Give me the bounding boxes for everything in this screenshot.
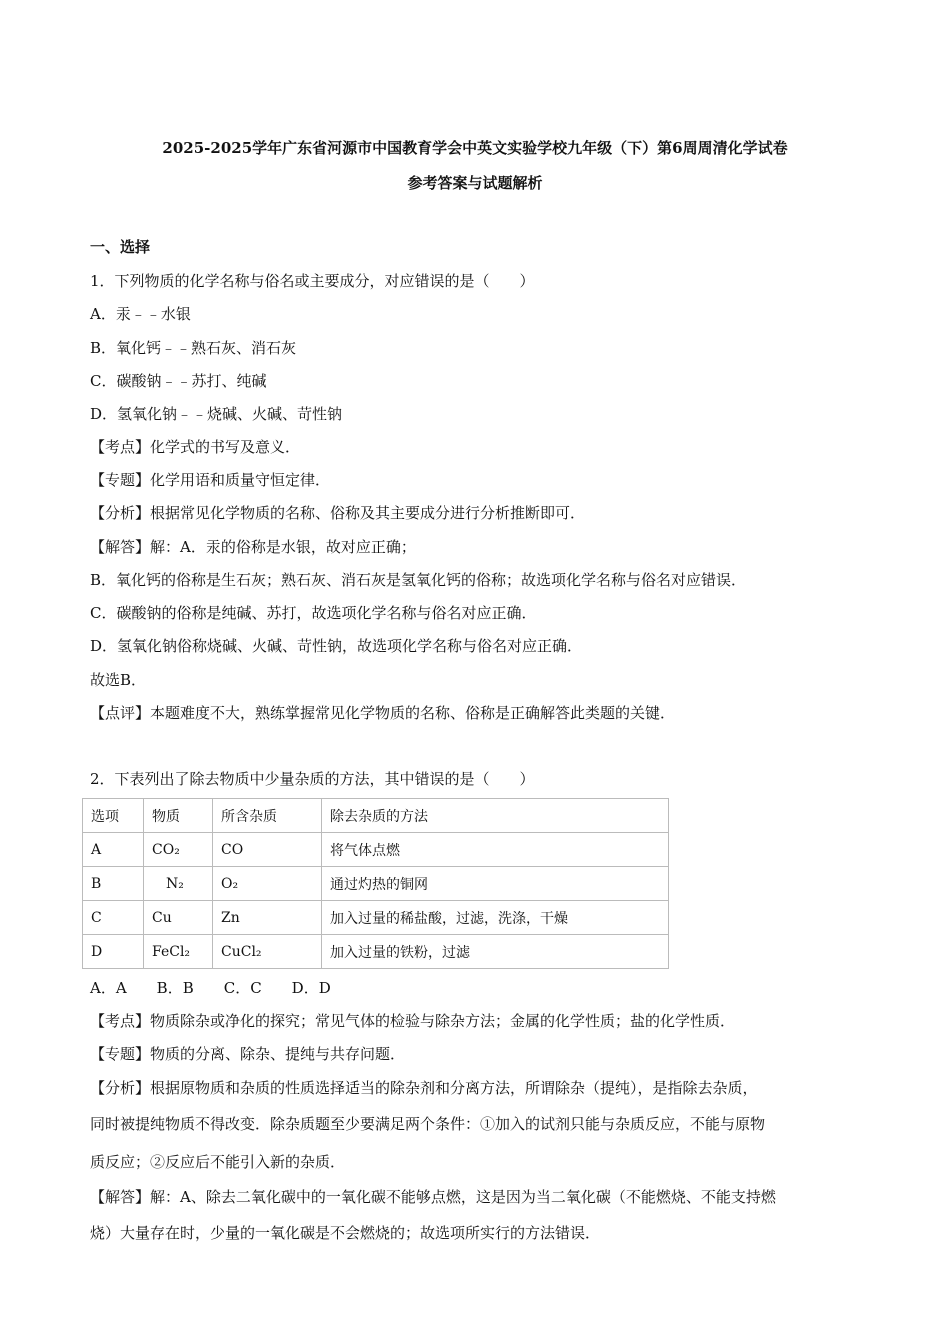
table-cell: Zn (213, 901, 322, 935)
q1-option-c: C．碳酸钠﹣﹣苏打、纯碱 (90, 372, 267, 390)
q1-jieda-2: C．碳酸钠的俗称是纯碱、苏打，故选项化学名称与俗名对应正确． (90, 604, 537, 622)
table-cell: A (83, 833, 144, 867)
q1-jieda-1: B．氧化钙的俗称是生石灰；熟石灰、消石灰是氢氧化钙的俗称；故选项化学名称与俗名对应错误． (90, 571, 747, 589)
q1-kaodian: 【考点】化学式的书写及意义． (90, 438, 301, 456)
table-cell: 加入过量的铁粉，过滤 (322, 935, 669, 969)
section-heading: 一、选择 (90, 238, 151, 256)
q1-answer: 故选B． (90, 671, 147, 689)
q1-jieda-3: D．氢氧化钠俗称烧碱、火碱、苛性钠，故选项化学名称与俗名对应正确． (90, 637, 583, 655)
q2-choices: A．A B．B C．C D．D (90, 979, 331, 997)
table-header: 所含杂质 (213, 799, 322, 833)
table-row (83, 867, 669, 901)
table-cell: C (83, 901, 144, 935)
q1-option-d: D．氢氧化钠﹣﹣烧碱、火碱、苛性钠 (90, 405, 343, 423)
table-row (83, 935, 669, 969)
page-subtitle: 参考答案与试题解析 (407, 174, 543, 192)
table-header: 选项 (83, 799, 144, 833)
table-cell: O₂ (213, 867, 322, 901)
table-cell: Cu (144, 901, 213, 935)
q2-kaodian: 【考点】物质除杂或净化的探究；常见气体的检验与除杂方法；金属的化学性质；盐的化学性质． (90, 1012, 736, 1030)
q2-fenxi-1: 同时被提纯物质不得改变．除杂质题至少要满足两个条件：①加入的试剂只能与杂质反应，不能与原物 (90, 1115, 766, 1133)
q2-jieda-1: 烧）大量存在时，少量的一氧化碳是不会燃烧的；故选项所实行的方法错误． (90, 1224, 601, 1242)
q1-option-b: B．氧化钙﹣﹣熟石灰、消石灰 (90, 339, 297, 357)
table-row (83, 833, 669, 867)
q2-stem: 2．下表列出了除去物质中少量杂质的方法，其中错误的是（ ） (90, 770, 535, 788)
q1-stem: 1．下列物质的化学名称与俗名或主要成分，对应错误的是（ ） (90, 272, 535, 290)
table-cell: CuCl₂ (213, 935, 322, 969)
table-cell: 将气体点燃 (322, 833, 669, 867)
q2-jieda-0: 【解答】解：A、除去二氧化碳中的一氧化碳不能够点燃，这是因为当二氧化碳（不能燃烧、不能支持燃 (90, 1188, 776, 1206)
table-cell: CO₂ (144, 833, 213, 867)
table-cell: N₂ (144, 867, 213, 901)
table-cell: B (83, 867, 144, 901)
q1-dianping: 【点评】本题难度不大，熟练掌握常见化学物质的名称、俗称是正确解答此类题的关键． (90, 704, 676, 722)
table-cell: FeCl₂ (144, 935, 213, 969)
impurity-table (82, 798, 669, 969)
table-cell: 加入过量的稀盐酸，过滤，洗涤，干燥 (322, 901, 669, 935)
q1-option-a: A．汞﹣﹣水银 (90, 305, 191, 323)
table-header: 物质 (144, 799, 213, 833)
q1-fenxi: 【分析】根据常见化学物质的名称、俗称及其主要成分进行分析推断即可． (90, 504, 586, 522)
table-header-row (83, 799, 669, 833)
page-title: 2025-2025学年广东省河源市中国教育学会中英文实验学校九年级（下）第6周周清化学试卷 (162, 139, 788, 157)
q2-fenxi-0: 【分析】根据原物质和杂质的性质选择适当的除杂剂和分离方法，所谓除杂（提纯），是指除去杂质， (90, 1079, 758, 1097)
q1-zhuanti: 【专题】化学用语和质量守恒定律． (90, 471, 331, 489)
table-header: 除去杂质的方法 (322, 799, 669, 833)
q2-fenxi-2: 质反应；②反应后不能引入新的杂质． (90, 1153, 346, 1171)
table-cell: 通过灼热的铜网 (322, 867, 669, 901)
table-cell: CO (213, 833, 322, 867)
table-cell: D (83, 935, 144, 969)
table-row (83, 901, 669, 935)
q1-jieda-0: 【解答】解：A．汞的俗称是水银，故对应正确； (90, 538, 416, 556)
q2-zhuanti: 【专题】物质的分离、除杂、提纯与共存问题． (90, 1045, 406, 1063)
